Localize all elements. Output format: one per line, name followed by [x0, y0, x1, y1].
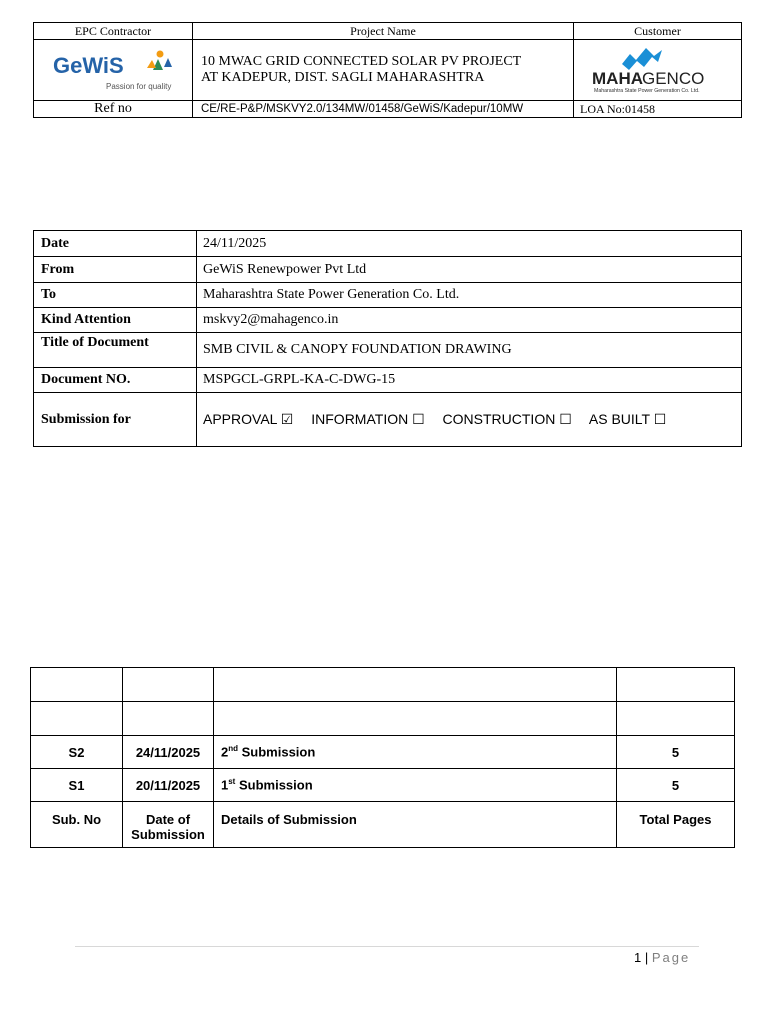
submission-details: 1st Submission	[214, 769, 617, 802]
title-of-document-value: SMB CIVIL & CANOPY FOUNDATION DRAWING	[197, 333, 742, 368]
contractor-logo-cell	[34, 40, 193, 101]
document-info-table	[33, 230, 742, 447]
gewis-logo-text: GeWiS	[53, 53, 124, 78]
document-no-value: MSPGCL-GRPL-KA-C-DWG-15	[197, 368, 742, 393]
page-word: Page	[651, 950, 691, 965]
information-checkbox[interactable]: INFORMATION ☐	[311, 411, 425, 427]
submission-history-table	[30, 667, 735, 848]
total-pages: 5	[617, 736, 735, 769]
as-built-checkbox[interactable]: AS BUILT ☐	[588, 411, 667, 427]
mahagenco-logo-light: GENCO	[642, 69, 705, 88]
submission-for-label: Submission for	[34, 393, 197, 447]
mahagenco-logo	[574, 40, 740, 96]
empty-row	[31, 668, 735, 702]
kind-attention-value: mskvy2@mahagenco.in	[197, 308, 742, 333]
mahagenco-subtitle: Maharashtra State Power Generation Co. Ltd.	[594, 88, 700, 94]
title-of-document-label: Title of Document	[34, 333, 197, 368]
page-number	[634, 950, 690, 965]
loa-number: LOA No:01458	[574, 101, 742, 118]
approval-checkbox-checked[interactable]: APPROVAL ☑	[203, 411, 294, 427]
from-label: From	[34, 257, 197, 283]
gewis-tagline: Passion for quality	[106, 82, 172, 91]
from-value: GeWiS Renewpower Pvt Ltd	[197, 257, 742, 283]
submission-options	[197, 393, 742, 447]
sub-no: S1	[31, 769, 123, 802]
gewis-logo	[34, 40, 192, 96]
footer-divider	[75, 946, 699, 947]
page-number-value: 1	[634, 950, 642, 965]
header-details: Details of Submission	[214, 802, 617, 848]
epc-contractor-label: EPC Contractor	[34, 23, 193, 40]
customer-logo-cell	[574, 40, 742, 101]
table-row	[31, 736, 735, 769]
to-label: To	[34, 283, 197, 308]
empty-row	[31, 702, 735, 736]
submission-date: 20/11/2025	[123, 769, 214, 802]
kind-attention-label: Kind Attention	[34, 308, 197, 333]
submission-details: 2nd Submission	[214, 736, 617, 769]
customer-label: Customer	[574, 23, 742, 40]
header-sub-no: Sub. No	[31, 802, 123, 848]
header-table	[33, 22, 742, 118]
submission-date: 24/11/2025	[123, 736, 214, 769]
table-header-row	[31, 802, 735, 848]
date-value: 24/11/2025	[197, 231, 742, 257]
project-name-line2: AT KADEPUR, DIST. SAGLI MAHARASHTRA	[201, 70, 485, 85]
project-name-label: Project Name	[193, 23, 574, 40]
sub-no: S2	[31, 736, 123, 769]
table-row	[31, 769, 735, 802]
total-pages: 5	[617, 769, 735, 802]
mahagenco-logo-bold: MAHA	[592, 69, 643, 88]
ref-no-value: CE/RE-P&P/MSKVY2.0/134MW/01458/GeWiS/Kadepur/10MW	[193, 101, 574, 118]
header-date: Date of Submission	[123, 802, 214, 848]
document-no-label: Document NO.	[34, 368, 197, 393]
project-name-line1: 10 MWAC GRID CONNECTED SOLAR PV PROJECT	[201, 54, 522, 69]
to-value: Maharashtra State Power Generation Co. Ltd.	[197, 283, 742, 308]
project-name-cell	[193, 40, 574, 101]
ref-no-label: Ref no	[34, 101, 193, 118]
header-total-pages: Total Pages	[617, 802, 735, 848]
construction-checkbox[interactable]: CONSTRUCTION ☐	[442, 411, 572, 427]
page-separator: |	[644, 950, 649, 965]
date-label: Date	[34, 231, 197, 257]
